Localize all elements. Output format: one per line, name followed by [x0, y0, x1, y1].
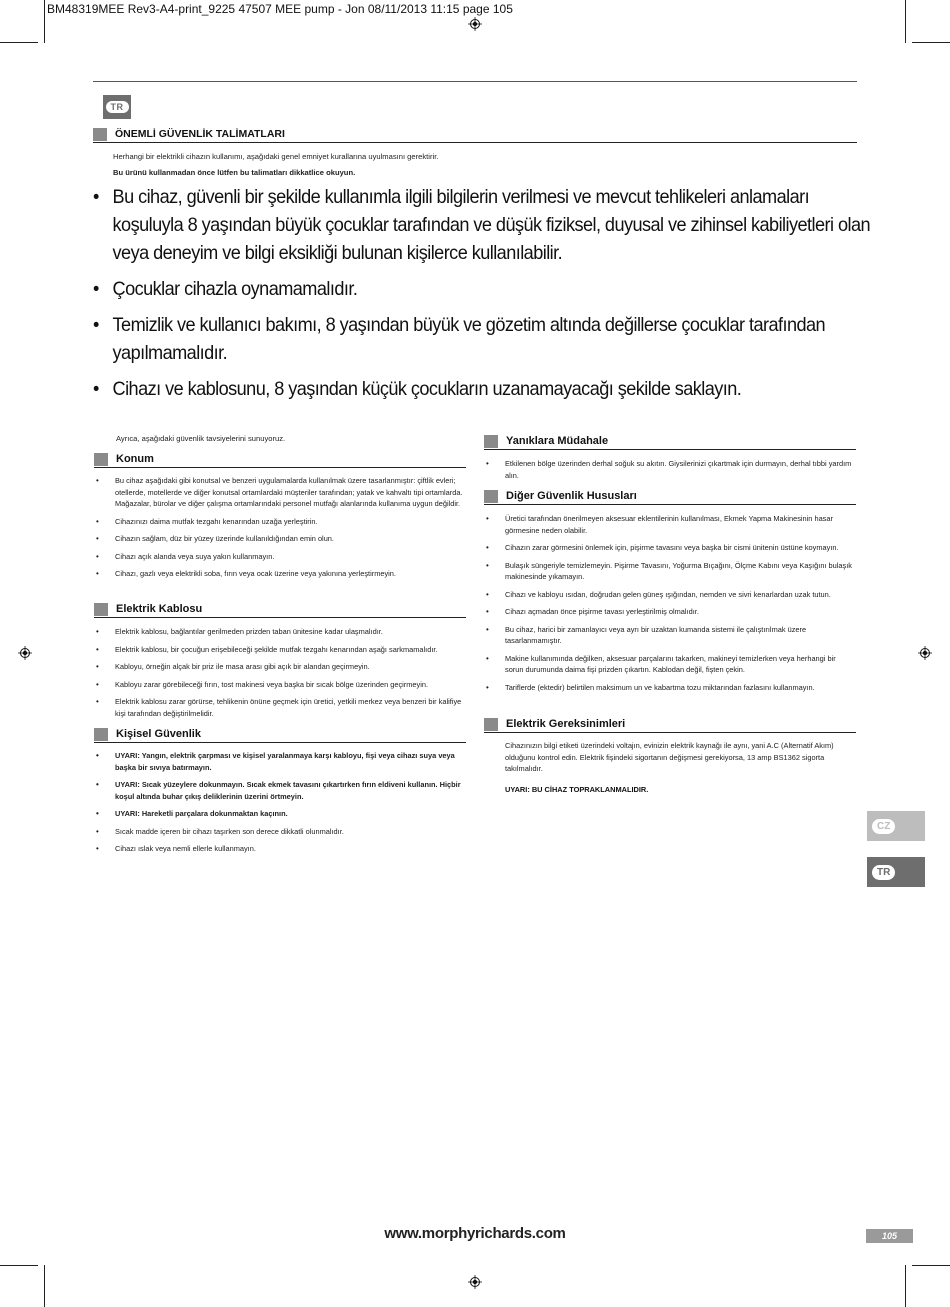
section-heading-gereksinim — [484, 718, 856, 733]
section-title: Konum — [116, 453, 154, 465]
bullet: • — [96, 627, 99, 636]
list-item — [94, 516, 464, 528]
list-item — [484, 458, 854, 481]
bullet: • — [96, 516, 99, 526]
intro-text: Herhangi bir elektrikli cihazın kullanımı, aşağıdaki genel emniyet kurallarına uyulmasını gerektirir. — [113, 152, 439, 161]
list-item-text: Cihazın zarar görmesini önlemek için, pişirme tavasını veya başka bir cismi ünitenin üstüne koymayın. — [505, 543, 839, 552]
list-item-text: Kabloyu, örneğin alçak bir priz ile masa arası gibi açık bir alandan geçirmeyin. — [115, 662, 370, 671]
list-item-text: Etkilenen bölge üzerinden derhal soğuk su akıtın. Giysilerinizi çıkartmak için durmayın, derhal tıbbi yardım alın. — [505, 459, 852, 480]
page-number: 105 — [866, 1229, 913, 1243]
section-title: Yanıklara Müdahale — [506, 435, 609, 447]
bullet: • — [96, 476, 99, 485]
bullet: • — [93, 314, 99, 336]
language-tab-label: CZ — [872, 819, 895, 834]
section-marker — [94, 453, 108, 466]
bullet: • — [486, 459, 489, 468]
list-item — [94, 750, 464, 773]
bullet: • — [93, 186, 99, 208]
registration-mark-icon — [18, 646, 32, 660]
section-heading-yanik — [484, 435, 856, 450]
section-heading-safety — [93, 128, 857, 143]
list-item-text: Cihazın sağlam, düz bir yüzey üzerinde kullanıldığından emin olun. — [115, 534, 334, 543]
list-item — [94, 661, 464, 673]
list-item-text: UYARI: Hareketli parçalara dokunmaktan kaçının. — [115, 809, 288, 818]
crop-mark — [0, 1265, 38, 1266]
section-heading-kablo — [94, 603, 466, 618]
section-heading-konum — [94, 453, 466, 468]
bullet: • — [96, 534, 99, 543]
bullet: • — [93, 378, 99, 400]
list-item-text: Tariflerde (ektedir) belirtilen maksimum un ve kabartma tozu miktarından fazlasını kullanmayın. — [505, 682, 815, 692]
section-title: Diğer Güvenlik Hususları — [506, 490, 637, 502]
key-warning-item — [93, 183, 875, 267]
list-item — [484, 682, 854, 694]
earthing-warning: UYARI: BU CİHAZ TOPRAKLANMALIDIR. — [505, 785, 649, 794]
list-item-text: Üretici tarafından önerilmeyen aksesuar eklentilerinin kullanılması, Ekmek Yapma Makinesinin hasar görmesine neden olabilir. — [505, 514, 833, 535]
bullet: • — [96, 662, 99, 671]
key-warning-item — [93, 375, 875, 403]
list-item-text: Elektrik kablosu zarar görürse, tehlikenin önüne geçmek için üretici, yetkili merkez veya benzeri bir kalifiye kişi tarafından değiştirilmelidir. — [115, 697, 462, 718]
list-item-text: Bulaşık süngeriyle temizlemeyin. Pişirme Tavasını, Yoğurma Bıçağını, Ölçme Kabını veya Kaşığını bulaşık makinesinde yıkamayın. — [505, 560, 852, 581]
bullet: • — [486, 682, 489, 692]
section-marker — [94, 603, 108, 616]
list-item-text: Elektrik kablosu, bağlantılar gerilmeden prizden taban ünitesine kadar ulaşmalıdır. — [115, 627, 383, 636]
section-title: Elektrik Gereksinimleri — [506, 718, 626, 730]
crop-mark — [0, 42, 38, 43]
list-item-text: Bu cihaz aşağıdaki gibi konutsal ve benzeri uygulamalarda kullanılmak üzere tasarlanmıştır: çiftlik evleri; otellerde, motellerde ve diğer konutsal ortamlardaki müşteriler tarafından; yatak ve kahvaltı tipi ortamlarda. Mağazalar, bürolar ve diğer çalışma ortamlarındaki personel mutfağı alanlarında kullanıma uygun değildir. — [115, 476, 463, 508]
bullet: • — [96, 569, 99, 578]
registration-mark-icon — [468, 1275, 482, 1289]
key-warning-text: Temizlik ve kullanıcı bakımı, 8 yaşından büyük ve gözetim altında değillerse çocuklar tarafından yapılmamalıdır. — [112, 314, 826, 364]
key-warning-text: Cihazı ve kablosunu, 8 yaşından küçük çocukların uzanamayacağı şekilde saklayın. — [112, 378, 742, 400]
list-item — [484, 513, 854, 536]
key-warning-text: Bu cihaz, güvenli bir şekilde kullanımla ilgili bilgilerin verilmesi ve mevcut tehlikeleri anlamaları koşuluyla 8 yaşından büyük çocuklar tarafından ve düşük fiziksel, duyusal ve zihinsel kabiliyetleri olan veya deneyim ve bilgi eksikliği bulunan kişilerce kullanılabilir. — [112, 186, 871, 264]
crop-mark — [912, 42, 950, 43]
list-item-text: Bu cihaz, harici bir zamanlayıcı veya ayrı bir uzaktan kumanda sistemi ile çalıştırılmak üzere tasarlanmamıştır. — [505, 624, 807, 645]
section-marker — [93, 128, 107, 141]
list-item-text: Sıcak madde içeren bir cihazı taşırken son derece dikkatli olunmalıdır. — [115, 826, 344, 836]
list-item — [94, 644, 464, 656]
bullet: • — [96, 780, 99, 789]
list-item — [484, 606, 854, 618]
list-item — [94, 696, 464, 719]
list-item — [94, 533, 464, 545]
bullet: • — [486, 589, 489, 599]
bullet: • — [96, 697, 99, 706]
list-item — [484, 589, 854, 601]
language-badge — [103, 95, 131, 119]
list-item-text: Cihazı açmadan önce pişirme tavası yerleştirilmiş olmalıdır. — [505, 607, 699, 616]
bullet: • — [486, 607, 489, 616]
diger-list — [484, 513, 854, 699]
list-item-text: UYARI: Yangın, elektrik çarpması ve kişisel yaralanmaya karşı kabloyu, fişi veya cihazı suya veya başka bir sıvıya batırmayın. — [115, 751, 455, 772]
bullet: • — [96, 679, 99, 689]
section-heading-diger — [484, 490, 856, 505]
list-item — [484, 542, 854, 554]
language-tab-tr[interactable] — [867, 857, 925, 887]
crop-mark — [44, 0, 45, 43]
section-title: ÖNEMLİ GÜVENLİK TALİMATLARI — [115, 128, 285, 140]
bullet: • — [96, 809, 99, 818]
section-title: Elektrik Kablosu — [116, 603, 203, 615]
list-item-text: UYARI: Sıcak yüzeylere dokunmayın. Sıcak ekmek tavasını çıkartırken fırın eldiveni kullanın. Hiçbir koşul altında buhar çıkış deliklerinin üzerini örtmeyin. — [115, 780, 461, 801]
bullet: • — [486, 653, 489, 663]
section-title: Kişisel Güvenlik — [116, 728, 201, 740]
registration-mark-icon — [918, 646, 932, 660]
key-warnings-list — [93, 183, 871, 411]
print-slug: BM48319MEE Rev3-A4-print_9225 47507 MEE pump - Jon 08/11/2013 11:15 page 105 — [47, 2, 513, 16]
language-tab-label: TR — [872, 865, 895, 880]
bullet: • — [96, 751, 99, 760]
bullet: • — [93, 278, 99, 300]
advice-intro: Ayrıca, aşağıdaki güvenlik tavsiyelerini sunuyoruz. — [116, 434, 286, 443]
list-item — [484, 560, 854, 583]
electrical-requirements-text: Cihazınızın bilgi etiketi üzerindeki voltajın, evinizin elektrik kaynağı ile aynı, yani A.C (Alternatif Akım) olduğunu kontrol edin. Elektrik fişindeki sigortanın değişmesi gerekiyorsa, 13 amp BS1362 sigorta takılmalıdır. — [505, 741, 834, 773]
list-item — [94, 808, 464, 820]
language-code: TR — [106, 101, 129, 113]
bullet: • — [486, 514, 489, 523]
bullet: • — [486, 560, 489, 570]
list-item-text: Cihazı açık alanda veya suya yakın kullanmayın. — [115, 551, 275, 561]
key-warning-item — [93, 275, 875, 303]
crop-mark — [912, 1265, 950, 1266]
list-item-text: Cihazı, gazlı veya elektrikli soba, fırın veya ocak üzerine veya yakınına yerleştirmeyin. — [115, 569, 396, 578]
list-item — [94, 679, 464, 691]
section-marker — [484, 435, 498, 448]
key-warning-text: Çocuklar cihazla oynamamalıdır. — [112, 278, 358, 300]
bullet: • — [486, 543, 489, 552]
section-marker — [484, 718, 498, 731]
section-heading-kisisel — [94, 728, 466, 743]
bullet: • — [96, 826, 99, 836]
list-item — [484, 624, 854, 647]
crop-mark — [905, 1265, 906, 1307]
kablo-list — [94, 626, 464, 725]
section-marker — [484, 490, 498, 503]
top-rule — [93, 81, 857, 82]
list-item — [94, 779, 464, 802]
kisisel-list — [94, 750, 464, 861]
list-item — [94, 826, 464, 838]
bullet: • — [96, 844, 99, 853]
list-item — [94, 626, 464, 638]
list-item — [94, 843, 464, 855]
footer-website: www.morphyrichards.com — [384, 1225, 566, 1242]
intro-bold-span: Bu ürünü kullanmadan önce lütfen bu talimatları dikkatlice okuyun. — [113, 168, 356, 177]
list-item-text: Cihazı ıslak veya nemli ellerle kullanmayın. — [115, 844, 256, 853]
list-item — [94, 475, 464, 510]
list-item-text: Elektrik kablosu, bir çocuğun erişebileceği şekilde mutfak tezgahı kenarından aşağı sarkmamalıdır. — [115, 644, 438, 654]
intro-bold-text — [113, 167, 355, 178]
list-item-text: Cihazınızı daima mutfak tezgahı kenarından uzağa yerleştirin. — [115, 516, 318, 526]
yanik-list — [484, 458, 854, 487]
bullet: • — [96, 551, 99, 561]
registration-mark-icon — [468, 17, 482, 31]
bullet: • — [96, 644, 99, 654]
list-item — [94, 568, 464, 580]
list-item — [484, 653, 854, 676]
list-item-text: Makine kullanımında değilken, aksesuar parçalarını takarken, makineyi temizlerken veya herhangi bir sorun durumunda daima fişi prizden çıkartın. Kablodan değil, fişten çekin. — [505, 653, 836, 674]
list-item-text: Cihazı ve kabloyu ısıdan, doğrudan gelen güneş ışığından, nemden ve sivri kenarlardan uzak tutun. — [505, 589, 831, 599]
list-item — [94, 551, 464, 563]
konum-list — [94, 475, 464, 586]
crop-mark — [905, 0, 906, 43]
key-warning-item — [93, 311, 875, 367]
list-item-text: Kabloyu zarar görebileceği fırın, tost makinesi veya başka bir sıcak bölge üzerinden geçirmeyin. — [115, 679, 429, 689]
section-marker — [94, 728, 108, 741]
bullet: • — [486, 624, 489, 634]
crop-mark — [44, 1265, 45, 1307]
language-tab-cz[interactable] — [867, 811, 925, 841]
